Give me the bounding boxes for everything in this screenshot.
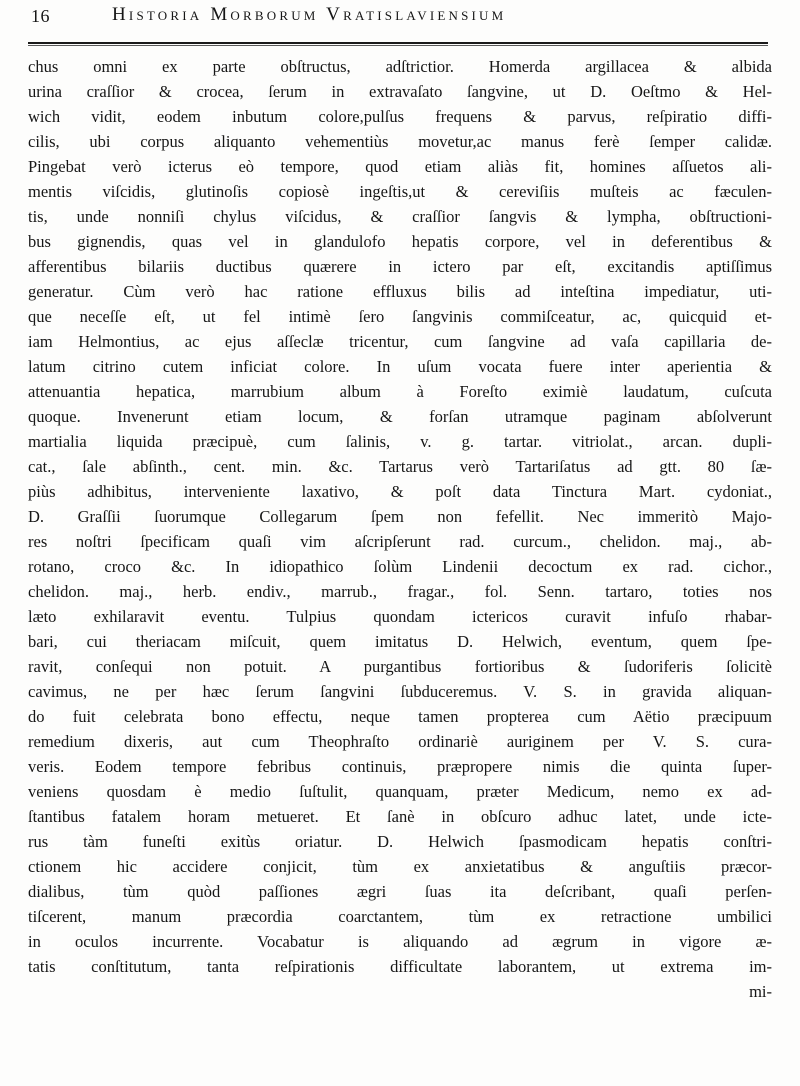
text-line: ctionem hic accidere conjicit, tùm ex anxietatibus & anguſtiis præcor- [28, 857, 772, 876]
body-text [28, 54, 772, 1004]
text-line: bari, cui theriacam miſcuit, quem imitatus D. Helwich, eventum, quem ſpe- [28, 632, 772, 651]
text-line: cavimus, ne per hæc ſerum ſangvini ſubduceremus. V. S. in gravida aliquan- [28, 682, 772, 701]
text-line: cilis, ubi corpus aliquanto vehementiùs movetur,ac manus ferè ſemper calidæ. [28, 132, 772, 151]
text-line: Pingebat verò icterus eò tempore, quod etiam aliàs fit, homines aſſuetos ali- [28, 157, 772, 176]
text-line: mentis viſcidis, glutinoſis copiosè ingeſtis,ut & cereviſiis muſteis ac fæculen- [28, 182, 772, 201]
text-line: remedium dixeris, aut cum Theophraſto ordinariè auriginem per V. S. cura- [28, 732, 772, 751]
text-line: generatur. Cùm verò hac ratione effluxus bilis ad inteſtina impediatur, uti- [28, 282, 772, 301]
text-line: veris. Eodem tempore febribus continuis, præpropere nimis die quinta ſuper- [28, 757, 772, 776]
text-line: rotano, croco &c. In idiopathico ſolùm Lindenii decoctum ex rad. cichor., [28, 557, 772, 576]
text-line: rus tàm funeſti exitùs oriatur. D. Helwich ſpasmodicam hepatis conſtri- [28, 832, 772, 851]
text-line: bus gignendis, quas vel in glandulofo hepatis corpore, vel in deferentibus & [28, 232, 772, 251]
text-line: tatis conſtitutum, tanta reſpirationis difficultate laborantem, ut extrema im- [28, 957, 772, 976]
text-line: dialibus, tùm quòd paſſiones ægri ſuas ita deſcribant, quaſi perſen- [28, 882, 772, 901]
text-line: D. Graſſii ſuorumque Collegarum ſpem non fefellit. Nec immeritò Majo- [28, 507, 772, 526]
catchword: mi- [749, 982, 772, 1001]
text-line: wich vidit, eodem inbutum colore,pulſus frequens & parvus, reſpiratio diffi- [28, 107, 772, 126]
text-line: latum citrino cutem inficiat colore. In uſum vocata fuere inter aperientia & [28, 357, 772, 376]
text-line: tiſcerent, manum præcordia coarctantem, tùm ex retractione umbilici [28, 907, 772, 926]
text-line: que neceſſe eſt, ut fel intimè ſero ſangvinis commiſceatur, ac, quicquid et- [28, 307, 772, 326]
text-line: chelidon. maj., herb. endiv., marrub., fragar., fol. Senn. tartaro, toties nos [28, 582, 772, 601]
text-line: veniens quosdam è medio ſuſtulit, quanquam, præter Medicum, nemo ex ad- [28, 782, 772, 801]
text-line: do fuit celebrata bono effectu, neque tamen propterea cum Aëtio præcipuum [28, 707, 772, 726]
text-line: ſtantibus fatalem horam metueret. Et ſanè in obſcuro adhuc latet, unde icte- [28, 807, 772, 826]
text-line: cat., ſale abſinth., cent. min. &c. Tartarus verò Tartariſatus ad gtt. 80 ſæ- [28, 457, 772, 476]
text-line: tis, unde nonniſi chylus viſcidus, & craſſior ſangvis & lympha, obſtructioni- [28, 207, 772, 226]
text-line: quoque. Invenerunt etiam locum, & forſan utramque paginam abſolverunt [28, 407, 772, 426]
text-line: piùs adhibitus, interveniente laxativo, & poſt data Tinctura Mart. cydoniat., [28, 482, 772, 501]
text-line: læto exhilaravit eventu. Tulpius quondam ictericos curavit infuſo rhabar- [28, 607, 772, 626]
text-line: martialia liquida præcipuè, cum ſalinis, v. g. tartar. vitriolat., arcan. dupli- [28, 432, 772, 451]
text-line: res noſtri ſpecificam quaſi vim aſcripſerunt rad. curcum., chelidon. maj., ab- [28, 532, 772, 551]
running-title: Historia Morborum Vratislaviensium [112, 4, 507, 25]
header-rule [28, 42, 768, 44]
text-line: chus omni ex parte obſtructus, adſtrictior. Homerda argillacea & albida [28, 57, 772, 76]
text-line: urina craſſior & crocea, ſerum in extravaſato ſangvine, ut D. Oeſtmo & Hel- [28, 82, 772, 101]
text-line: attenuantia hepatica, marrubium album à Foreſto eximiè laudatum, cuſcuta [28, 382, 772, 401]
text-line: iam Helmontius, ac ejus aſſeclæ tricentur, cum ſangvine ad vaſa capillaria de- [28, 332, 772, 351]
page-header [28, 0, 772, 40]
text-line: in oculos incurrente. Vocabatur is aliquando ad ægrum in vigore æ- [28, 932, 772, 951]
text-line: ravit, conſequi non potuit. A purgantibus fortioribus & ſudoriferis ſolicitè [28, 657, 772, 676]
page-number: 16 [31, 6, 50, 26]
header-rule-thin [28, 45, 768, 46]
text-line: afferentibus bilariis ductibus quærere in ictero par eſt, excitandis aptiſſimus [28, 257, 772, 276]
